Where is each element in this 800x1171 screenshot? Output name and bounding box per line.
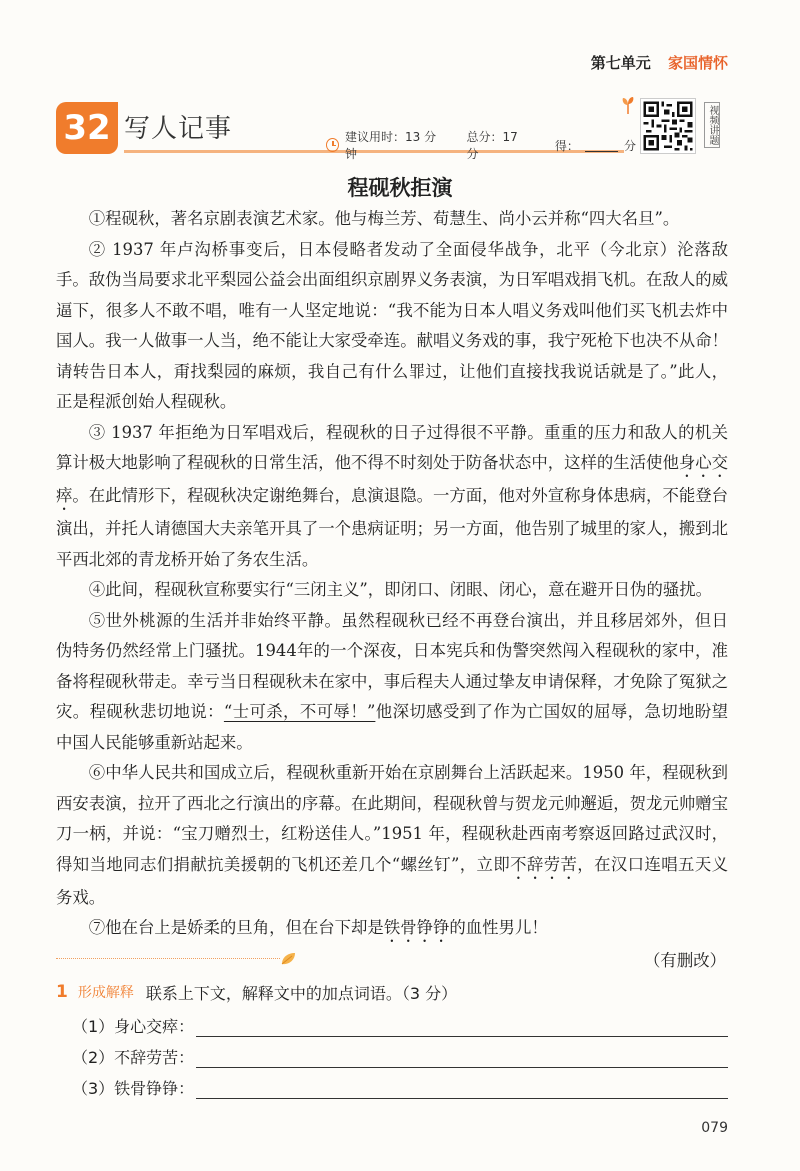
- answer-label-2: （2）不辞劳苦：: [72, 1048, 195, 1067]
- qr-code-icon[interactable]: [640, 98, 696, 154]
- unit-number: 第七单元: [590, 54, 651, 72]
- answer-line-2[interactable]: [196, 1047, 728, 1068]
- paragraph-1: ①程砚秋，著名京剧表演艺术家。他与梅兰芳、荀慧生、尚小云并称“四大名旦”。: [88, 209, 680, 228]
- question-section: [56, 978, 728, 1099]
- unit-header: [591, 52, 728, 73]
- answer-line-3[interactable]: [196, 1078, 728, 1099]
- lesson-meta: [326, 128, 636, 162]
- answer-label-1: （1）身心交瘁：: [72, 1017, 195, 1036]
- lesson-banner: [56, 100, 636, 161]
- paragraph-7: ⑦他在台上是娇柔的旦角，但在台下却是铁骨铮铮的血性男儿！: [88, 918, 548, 937]
- source-note: （有删改）: [644, 951, 726, 970]
- paragraph-5: ⑤世外桃源的生活并非始终平静。虽然程砚秋已经不再登台演出，并且移居郊外，但日伪特务仍然经常上门骚扰。1944年的一个深夜，日本宪兵和伪警突然闯入程砚秋的家中，准备将程砚秋带走。幸亏当日程砚秋未在家中，事后程夫人通过挚友申请保释，才免除了冤狱之灾。程砚秋悲切地说：“士可杀，不可辱！”他深切感受到了作为亡国奴的屈辱，急切地盼望中国人民能够重新站起来。: [56, 610, 729, 752]
- score-blank[interactable]: [585, 139, 618, 152]
- sprout-icon: [620, 96, 636, 114]
- dotted-term-2: 不辞劳苦: [510, 854, 578, 874]
- answer-line-1[interactable]: [196, 1016, 728, 1037]
- answer-label-3: （3）铁骨铮铮：: [72, 1079, 195, 1098]
- question-number: 1: [56, 982, 68, 1002]
- paragraph-3: ③ 1937 年拒绝为日军唱戏后，程砚秋的日子过得很不平静。重重的压力和敌人的机关算计极大地影响了程砚秋的日常生活，他不得不时刻处于防备状态中，这样的生活使他身心交瘁。在此情形下，程砚秋决定谢绝舞台，息演退隐。一方面，他对外宣称身体患病，不能登台演出，并托人请德国大夫亲笔开具了一个患病证明；另一方面，他告别了城里的家人，搬到北平西北郊的青龙桥开始了务农生活。: [56, 422, 729, 569]
- total-score: 总分：17 分: [466, 130, 518, 161]
- lesson-number-badge: 32: [56, 102, 118, 154]
- question-prompt: 联系上下文，解释文中的加点词语。（3 分）: [145, 983, 458, 1003]
- answer-item-3: [56, 1068, 728, 1099]
- answer-item-2: [56, 1037, 728, 1068]
- unit-theme: 家国情怀: [667, 54, 728, 72]
- dotted-term-3: 铁骨铮铮: [383, 918, 450, 937]
- qr-caption: 视频讲题: [704, 102, 720, 148]
- article-body: [56, 204, 728, 977]
- question-1-header: [56, 978, 728, 1006]
- qr-section: [636, 96, 726, 156]
- question-tag: 形成解释: [77, 985, 134, 1001]
- article-title: 程砚秋拒演: [347, 176, 453, 200]
- score-label: 得：: [554, 138, 579, 153]
- page-number: 079: [701, 1120, 728, 1136]
- leaf-icon: [280, 952, 296, 966]
- lesson-type-title: 写人记事: [124, 114, 233, 144]
- paragraph-6: ⑥中华人民共和国成立后，程砚秋重新开始在京剧舞台上活跃起来。1950 年，程砚秋到西安表演，拉开了西北之行演出的序幕。在此期间，程砚秋曾与贺龙元帅邂逅，贺龙元帅赠宝刀一柄，并说：“宝刀赠烈士，红粉送佳人。”1951 年，程砚秋赴西南考察返回路过武汉时，得知当地同志们捐献抗美援朝的飞机还差几个“螺丝钉”，立即不辞劳苦，在汉口连唱五天义务戏。: [56, 763, 729, 907]
- answer-item-1: [56, 1006, 728, 1037]
- score-unit: 分: [623, 138, 636, 153]
- paragraph-4: ④此间，程砚秋宣称要实行“三闭主义”，即闭口、闭眼、闭心，意在避开日伪的骚扰。: [88, 580, 713, 599]
- suggested-time: 建议用时：13 分钟: [345, 130, 437, 161]
- paragraph-2: ② 1937 年卢沟桥事变后，日本侵略者发动了全面侵华战争，北平（今北京）沦落敌手。敌伪当局要求北平梨园公益会出面组织京剧界义务表演，为日军唱戏捐飞机。在敌人的威逼下，很多人不敢不唱，唯有一人坚定地说：“我不能为日本人唱义务戏叫他们买飞机去炸中国人。我一人做事一人当，绝不能让大家受牵连。献唱义务戏的事，我宁死枪下也决不从命！请转告日本人，甭找梨园的麻烦，我自己有什么罪过，让他们直接找我说话就是了。”此人，正是程派创始人程砚秋。: [56, 239, 729, 411]
- clock-icon: [326, 138, 339, 152]
- underlined-quote: “士可杀，不可辱！”: [223, 702, 376, 721]
- dotted-term-1: 身心交瘁: [56, 453, 729, 505]
- section-divider: [56, 952, 728, 966]
